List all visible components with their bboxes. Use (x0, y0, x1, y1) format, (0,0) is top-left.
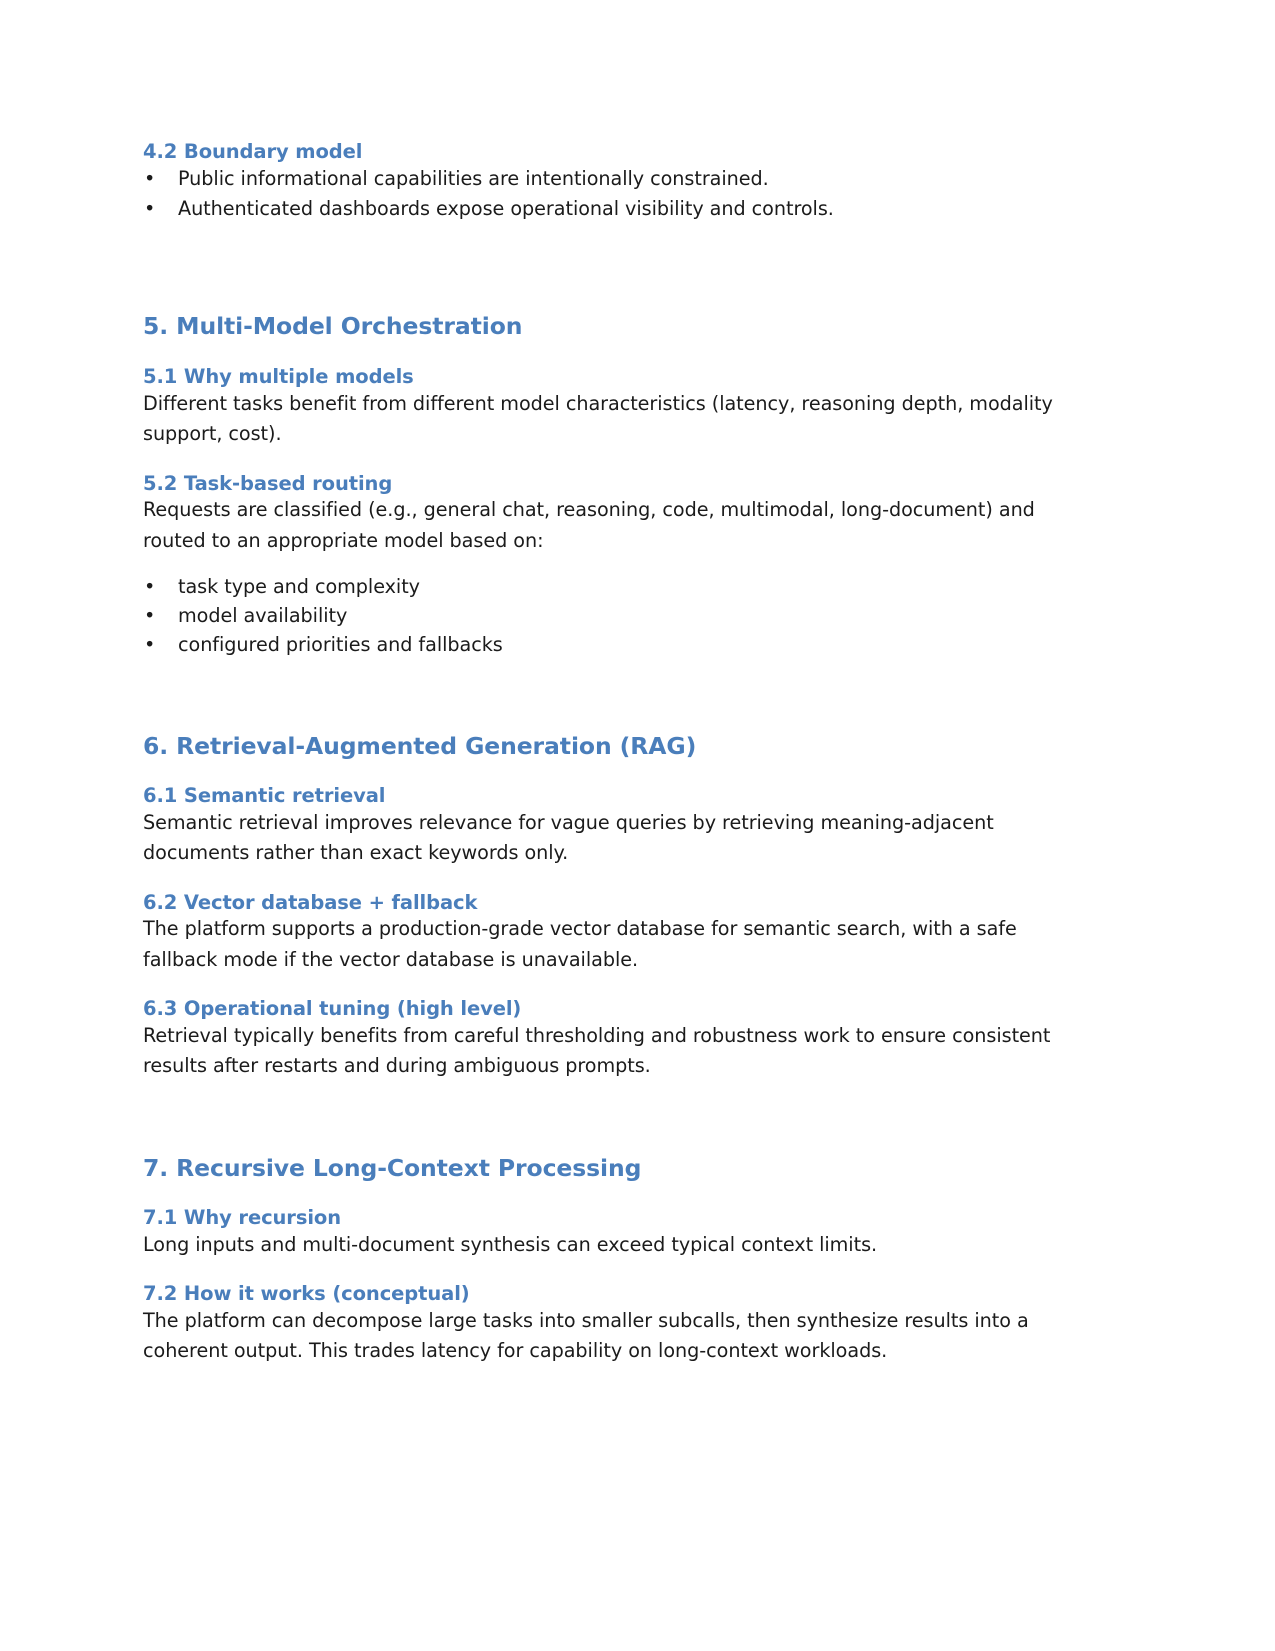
spacer (143, 975, 1075, 997)
bullet-list-4-2 (143, 164, 1075, 225)
bullet-list-5-2 (143, 572, 1075, 660)
paragraph-7-1: Long inputs and multi-document synthesis can exceed typical context limits. (143, 1232, 878, 1256)
list-item (143, 630, 1075, 659)
spacer (143, 660, 1075, 732)
heading-7-recursive-long-context-processing: 7. Recursive Long-Context Processing (143, 1153, 642, 1182)
bullet-icon: • (144, 197, 156, 221)
spacer (143, 869, 1075, 891)
heading-6-1-semantic-retrieval: 6.1 Semantic retrieval (143, 784, 386, 808)
spacer (143, 1260, 1075, 1282)
spacer (143, 556, 1075, 572)
list-item-label: configured priorities and fallbacks (178, 633, 503, 657)
paragraph-6-2: The platform supports a production-grade vector database for semantic search, with a safe fallback mode if the vector database is unavailable. (143, 917, 1017, 971)
list-item (143, 572, 1075, 601)
paragraph-7-2: The platform can decompose large tasks into smaller subcalls, then synthesize results into a coherent output. This trades latency for capability on long-context workloads. (143, 1309, 1029, 1363)
spacer (143, 450, 1075, 472)
heading-7-2-how-it-works: 7.2 How it works (conceptual) (143, 1282, 470, 1306)
paragraph-6-1: Semantic retrieval improves relevance for vague queries by retrieving meaning-adjacent documents rather than exact keywords only. (143, 810, 994, 865)
heading-5-1-why-multiple-models: 5.1 Why multiple models (143, 365, 414, 389)
list-item-label: task type and complexity (178, 574, 420, 598)
heading-4-2-boundary-model: 4.2 Boundary model (143, 140, 363, 163)
heading-6-3-operational-tuning: 6.3 Operational tuning (high level) (143, 997, 522, 1021)
paragraph-6-3: Retrieval typically benefits from careful thresholding and robustness work to ensure consistent results after restarts and during ambiguous prompts. (143, 1023, 1051, 1078)
paragraph-5-2: Requests are classified (e.g., general chat, reasoning, code, multimodal, long-document) and routed to an appropriate model based on: (143, 498, 1035, 552)
bullet-icon: • (144, 633, 156, 657)
document-body (143, 140, 1075, 1367)
paragraph-5-1: Different tasks benefit from different model characteristics (latency, reasoning depth, modality support, cost). (143, 391, 1053, 446)
list-item-label: model availability (178, 604, 348, 628)
heading-6-2-vector-database-fallback: 6.2 Vector database + fallback (143, 890, 478, 914)
list-item (143, 194, 1075, 224)
list-item (143, 601, 1075, 630)
bullet-icon: • (144, 604, 156, 628)
heading-6-retrieval-augmented-generation: 6. Retrieval-Augmented Generation (RAG) (143, 731, 697, 760)
list-item-label: Authenticated dashboards expose operational visibility and controls. (178, 197, 834, 221)
spacer (143, 760, 1075, 784)
bullet-icon: • (144, 574, 156, 598)
list-item-label: Public informational capabilities are intentionally constrained. (178, 166, 769, 190)
heading-5-multi-model-orchestration: 5. Multi-Model Orchestration (143, 312, 523, 341)
spacer (143, 1082, 1075, 1154)
list-item (143, 164, 1075, 194)
heading-7-1-why-recursion: 7.1 Why recursion (143, 1206, 341, 1230)
heading-5-2-task-based-routing: 5.2 Task-based routing (143, 471, 393, 495)
spacer (143, 341, 1075, 365)
bullet-icon: • (144, 166, 156, 190)
spacer (143, 224, 1075, 312)
spacer (143, 1182, 1075, 1206)
